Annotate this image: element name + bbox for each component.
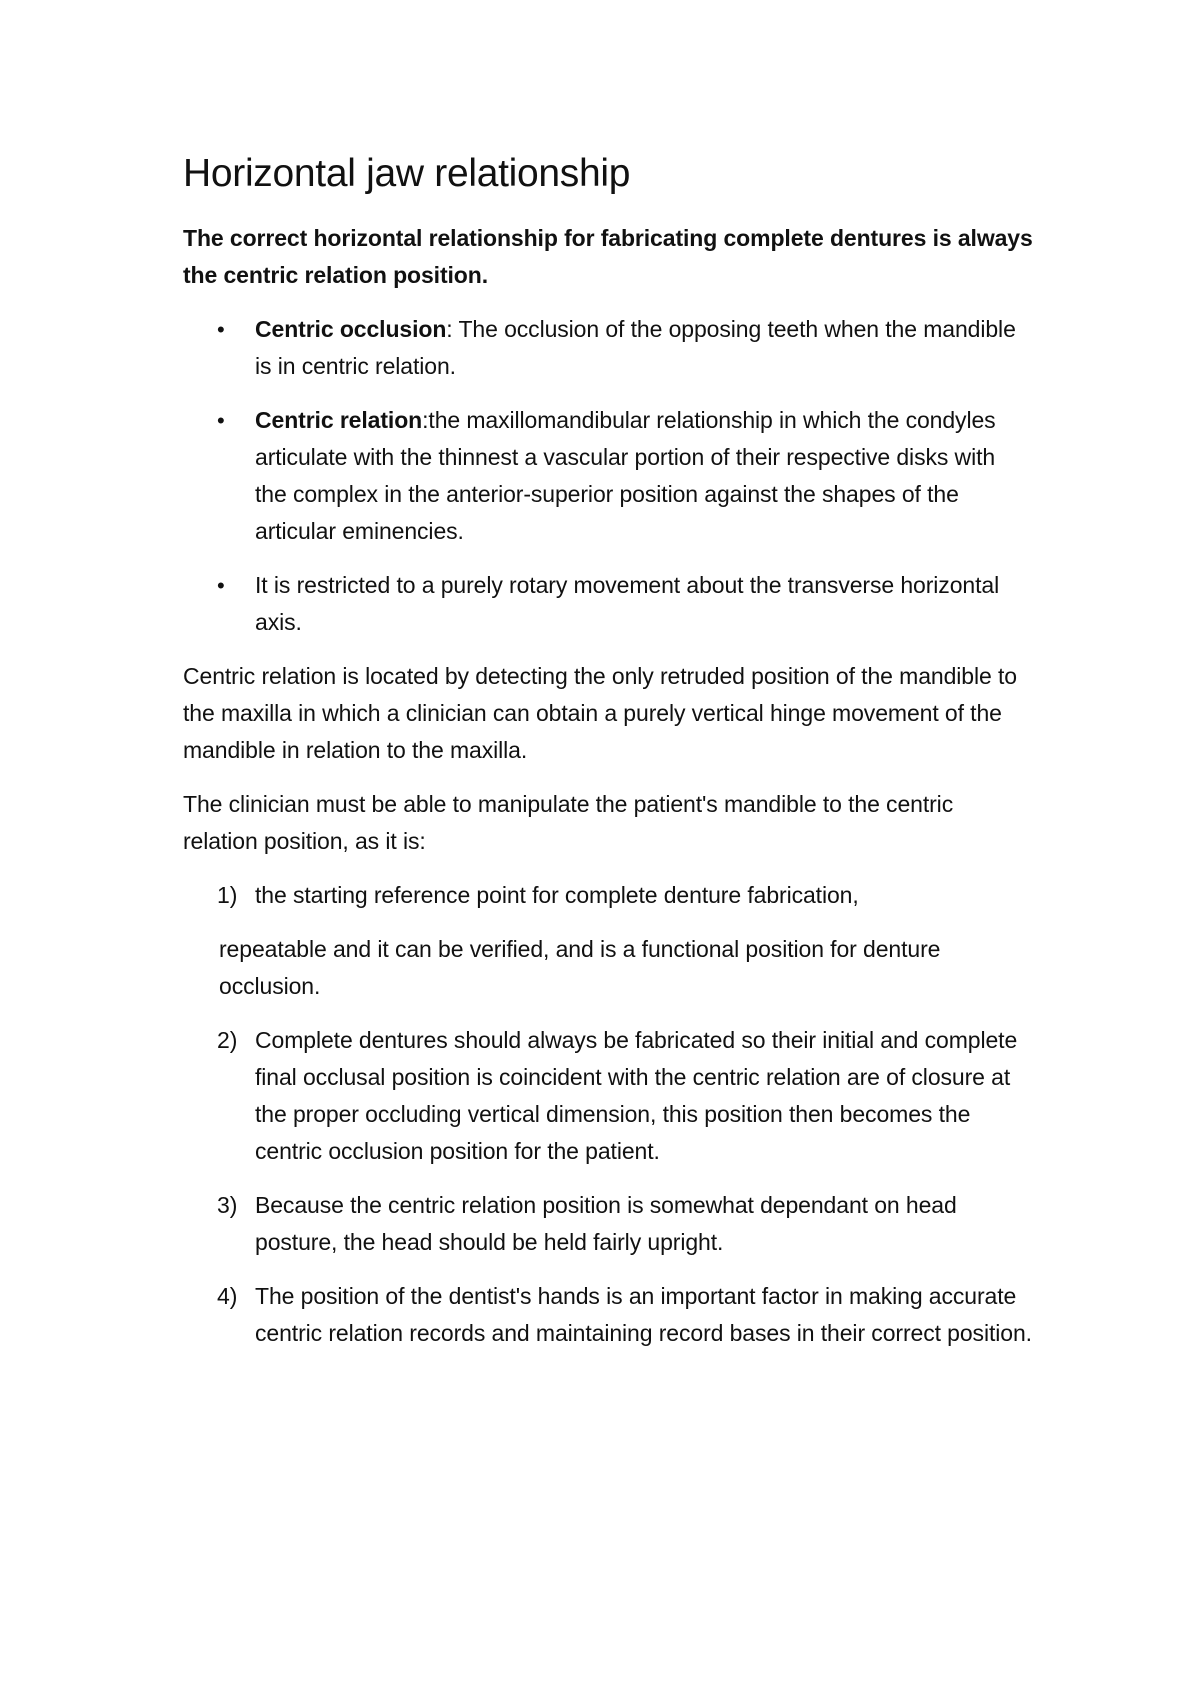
bullet-marker: • xyxy=(217,408,225,433)
numbered-item xyxy=(183,1022,1033,1170)
term-label: Centric occlusion xyxy=(255,316,447,342)
list-item xyxy=(183,567,1033,641)
document-content xyxy=(183,150,1033,1369)
definition-list xyxy=(183,311,1033,641)
number-marker: 3) xyxy=(217,1192,238,1218)
numbered-item xyxy=(183,877,1033,914)
bullet-marker: • xyxy=(217,573,225,598)
term-definition: :the maxillomandibular relationship in which the condyles articulate with the thinnest a vascular portion of their respective disks with the complex in the anterior-superior position against the shapes of the articular eminencies. xyxy=(255,407,996,544)
numbered-text: The position of the dentist's hands is an important factor in making accurate centric relation records and maintaining record bases in their correct position. xyxy=(255,1283,1032,1346)
body-paragraph: The clinician must be able to manipulate the patient's mandible to the centric relation position, as it is: xyxy=(183,791,954,854)
term-label: Centric relation xyxy=(255,407,423,433)
document-title: Horizontal jaw relationship xyxy=(183,152,631,195)
body-paragraph: Centric relation is located by detecting the only retruded position of the mandible to the maxilla in which a clinician can obtain a purely vertical hinge movement of the mandible in relation to the maxilla. xyxy=(183,663,1017,763)
number-marker: 1) xyxy=(217,882,238,908)
numbered-text: Because the centric relation position is somewhat dependant on head posture, the head should be held fairly upright. xyxy=(255,1192,957,1255)
number-marker: 2) xyxy=(217,1027,238,1053)
list-item xyxy=(183,311,1033,385)
list-item xyxy=(183,402,1033,550)
intro-paragraph: The correct horizontal relationship for fabricating complete dentures is always the centric relation position. xyxy=(183,225,1033,288)
numbered-item xyxy=(183,1278,1033,1352)
number-marker: 4) xyxy=(217,1283,238,1309)
term-definition: : The occlusion of the opposing teeth when the mandible is in centric relation. xyxy=(255,316,1016,379)
numbered-text: Complete dentures should always be fabricated so their initial and complete final occlusal position is coincident with the centric relation are of closure at the proper occluding vertical dimension, this position then becomes the centric occlusion position for the patient. xyxy=(255,1027,1018,1164)
continuation-paragraph: repeatable and it can be verified, and is a functional position for denture occlusion. xyxy=(219,936,941,999)
bullet-marker: • xyxy=(217,317,225,342)
numbered-text: the starting reference point for complete denture fabrication, xyxy=(255,882,859,908)
bullet-text: It is restricted to a purely rotary movement about the transverse horizontal axis. xyxy=(255,572,1000,635)
numbered-list xyxy=(183,1022,1033,1352)
numbered-item xyxy=(183,1187,1033,1261)
